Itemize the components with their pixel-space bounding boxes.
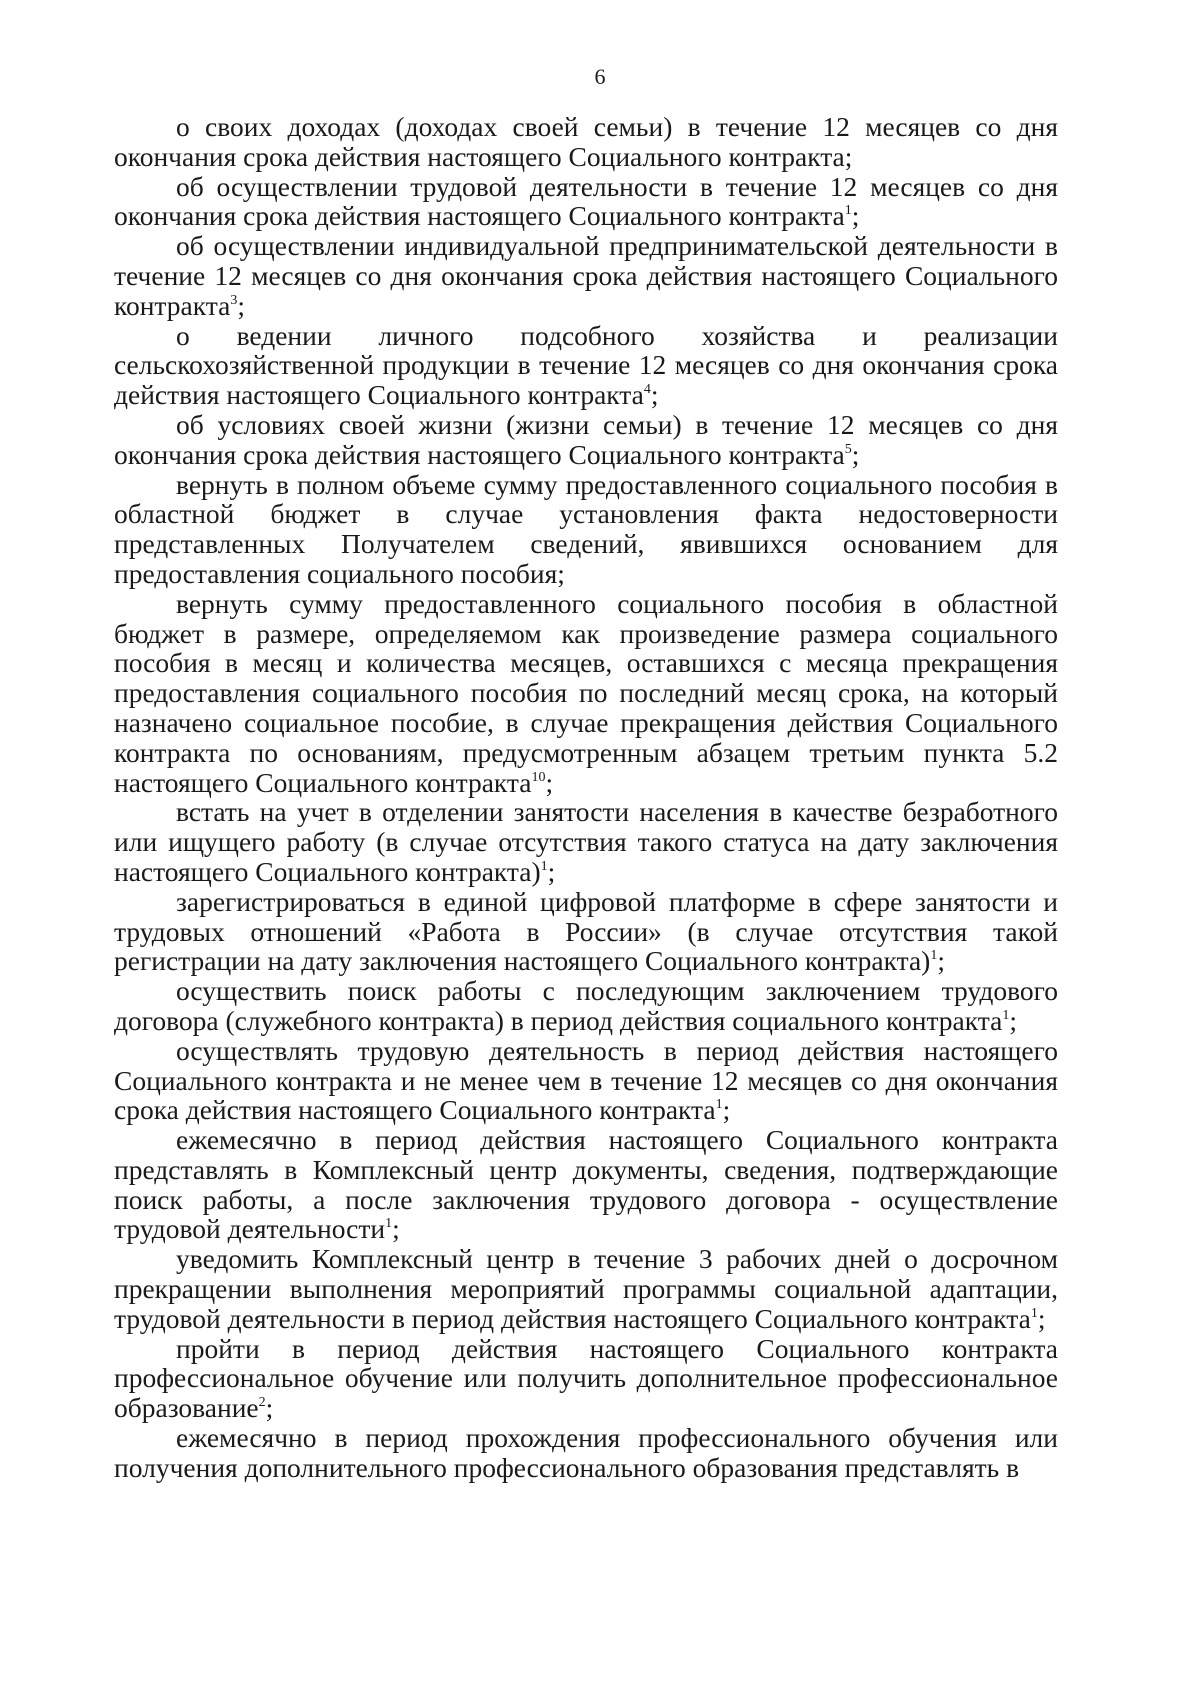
- footnote-marker: 3: [230, 292, 238, 308]
- paragraph-employment-registration: встать на учет в отделении занятости населения в качестве безработного или ищущего работу (в случае отсутствия такого статуса на дату заключения настоящего Социального контракта)$^1$;: [114, 796, 1058, 887]
- paragraph-labor-activity: осуществлять трудовую деятельность в период действия настоящего Социального контракта и не менее чем в течение 12 месяцев со дня окончания срока действия настоящего Социального контракта$^1$;: [114, 1034, 1058, 1126]
- footnote-marker: 1: [1030, 1305, 1038, 1321]
- paragraph-partial-refund: вернуть сумму предоставленного социального пособия в областной бюджет в размере, определяемом как произведение размера социального пособия в месяц и количества месяцев, оставшихся с месяца прекращения предоставления социального пособия по последний месяц срока, на который назначено социальное пособие, в случае прекращения действия Социального контракта по основаниям, предусмотренным абзацем третьим пункта 5.2 настоящего Социального контракта$^{10}$;: [114, 587, 1058, 798]
- footnote-marker: 2: [258, 1395, 266, 1411]
- page-number: 6: [594, 64, 606, 89]
- footnote-marker: 1: [1002, 1007, 1010, 1023]
- footnote-marker: 1: [540, 858, 548, 874]
- footnote-marker: 1: [930, 948, 938, 964]
- paragraph-job-search: осуществить поиск работы с последующим заключением трудового договора (служебного контракта) в период действия социального контракта$^1$;: [114, 975, 1058, 1036]
- paragraph-early-termination-notice: уведомить Комплексный центр в течение 3 рабочих дней о досрочном прекращении выполнения мероприятий программы социальной адаптации, трудовой деятельности в период действия настоящего Социального контракта$^1$;: [114, 1243, 1058, 1334]
- paragraph-digital-platform-registration: зарегистрироваться в единой цифровой платформе в сфере занятости и трудовых отношений «Работа в России» (в случае отсутствия такой регистрации на дату заключения настоящего Социального контракта)$^1$;: [114, 885, 1058, 977]
- paragraph-living-conditions-report: об условиях своей жизни (жизни семьи) в течение 12 месяцев со дня окончания срока действия настоящего Социального контракта$^5$;: [114, 408, 1058, 470]
- paragraph-labor-activity-report: об осуществлении трудовой деятельности в течение 12 месяцев со дня окончания срока действия настоящего Социального контракта$^1$;: [114, 170, 1058, 232]
- paragraph-training-reports: ежемесячно в период прохождения профессионального обучения или получения дополнительного профессионального образования представлять в: [114, 1422, 1058, 1483]
- paragraph-monthly-documents: ежемесячно в период действия настоящего Социального контракта представлять в Комплексный центр документы, сведения, подтверждающие поиск работы, а после заключения трудового договора - осуществление трудовой деятельности$^1$;: [114, 1124, 1058, 1245]
- footnote-marker: 5: [844, 441, 852, 457]
- paragraph-full-refund: вернуть в полном объеме сумму предоставленного социального пособия в областной бюджет в случае установления факта недостоверности представленных Получателем сведений, явившихся основанием для предоставления социального пособия;: [114, 468, 1058, 589]
- document-body: [114, 112, 1058, 1483]
- footnote-marker: 1: [844, 203, 852, 219]
- footnote-marker: 4: [643, 382, 651, 398]
- footnote-marker: 1: [385, 1216, 393, 1232]
- footnote-marker: 1: [715, 1097, 723, 1113]
- paragraph-professional-training: пройти в период действия настоящего Социального контракта профессиональное обучение или получить дополнительное профессиональное образование$^2$;: [114, 1332, 1058, 1424]
- paragraph-income-report: о своих доходах (доходах своей семьи) в течение 12 месяцев со дня окончания срока действия настоящего Социального контракта;: [114, 111, 1058, 172]
- paragraph-household-farming-report: о ведении личного подсобного хозяйства и реализации сельскохозяйственной продукции в течение 12 месяцев со дня окончания срока действия настоящего Социального контракта$^4$;: [114, 319, 1058, 411]
- paragraph-entrepreneurship-report: об осуществлении индивидуальной предпринимательской деятельности в течение 12 месяцев со дня окончания срока действия настоящего Социального контракта$^3$;: [114, 230, 1058, 321]
- footnote-marker: 10: [531, 769, 546, 785]
